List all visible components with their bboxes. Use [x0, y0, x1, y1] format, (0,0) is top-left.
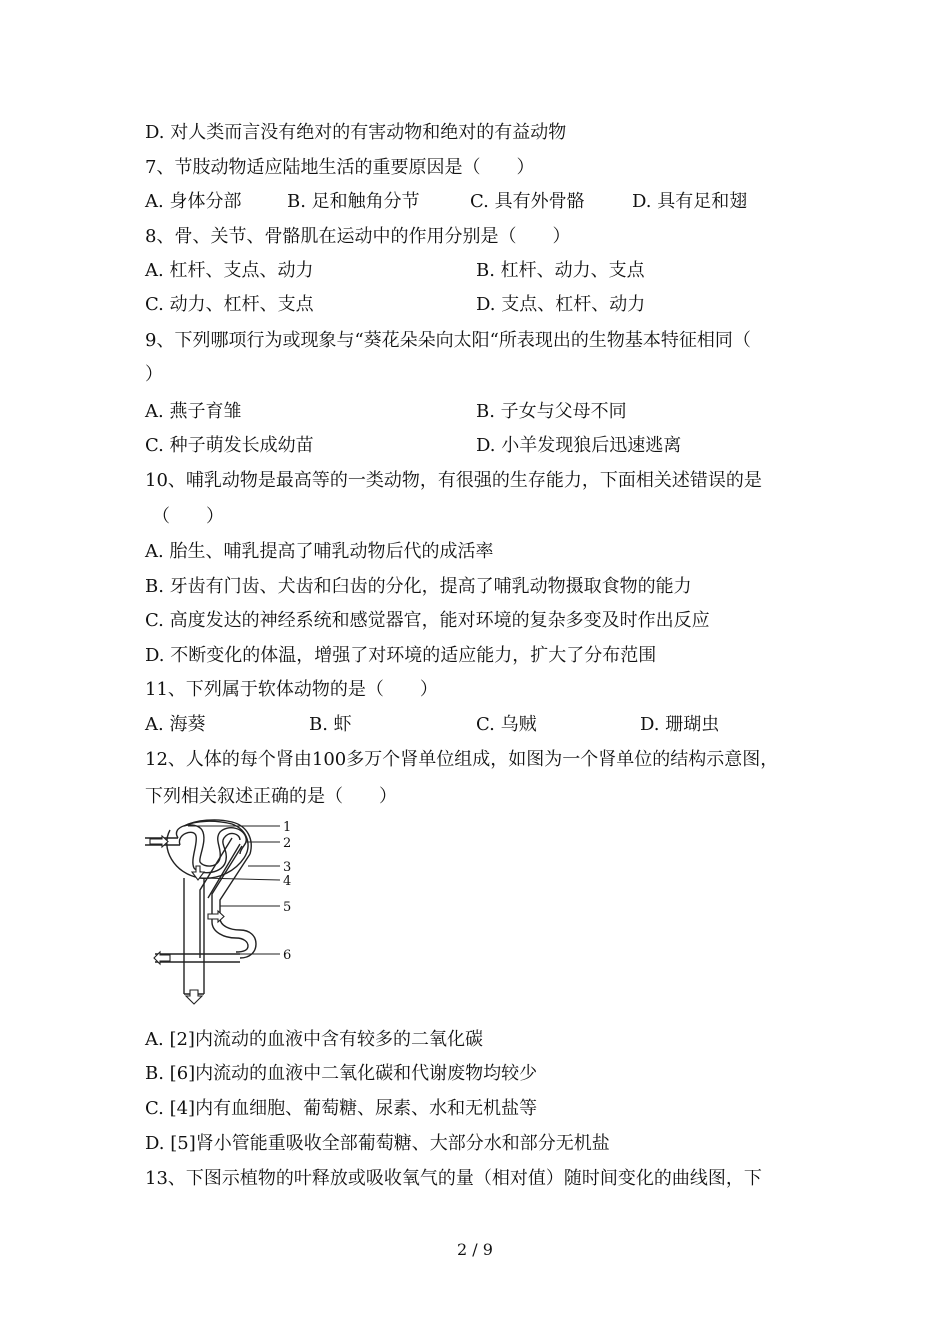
label-5: 5 [283, 900, 292, 915]
q10-stem: 10、哺乳动物是最高等的一类动物，有很强的生存能力，下面相关述错误的是 [145, 470, 762, 491]
label-2: 2 [283, 836, 292, 851]
q10-stem-cont: （ ） [152, 506, 224, 527]
q10-option-c: C. 高度发达的神经系统和感觉器官，能对环境的复杂多变及时作出反应 [145, 610, 710, 631]
q12-option-a: A. [2]内流动的血液中含有较多的二氧化碳 [145, 1029, 483, 1050]
q10-option-b: B. 牙齿有门齿、犬齿和臼齿的分化，提高了哺乳动物摄取食物的能力 [145, 576, 692, 597]
label-4: 4 [283, 874, 292, 889]
q9-stem: 9、下列哪项行为或现象与“葵花朵朵向太阳“所表现出的生物基本特征相同（ [145, 330, 751, 351]
label-6: 6 [283, 948, 292, 963]
q9-option-c: C. 种子萌发长成幼苗 [145, 435, 314, 456]
q11-option-c: C. 乌贼 [476, 714, 537, 735]
q7-option-a: A. 身体分部 [145, 191, 242, 212]
q9-option-a: A. 燕子育雏 [145, 401, 242, 422]
q11-option-a: A. 海葵 [145, 714, 206, 735]
q13-stem: 13、下图示植物的叶释放或吸收氧气的量（相对值）随时间变化的曲线图，下 [145, 1168, 762, 1189]
q8-option-c: C. 动力、杠杆、支点 [145, 294, 314, 315]
nephron-diagram [140, 818, 310, 1010]
glomerulus [176, 825, 246, 866]
label-1: 1 [283, 820, 292, 835]
q11-option-d: D. 珊瑚虫 [640, 714, 720, 735]
q12-option-c: C. [4]内有血细胞、葡萄糖、尿素、水和无机盐等 [145, 1098, 538, 1119]
q12-option-b: B. [6]内流动的血液中二氧化碳和代谢废物均较少 [145, 1063, 538, 1084]
collecting-duct [184, 878, 204, 994]
q9-option-d: D. 小羊发现狼后迅速逃离 [476, 435, 682, 456]
q7-option-d: D. 具有足和翅 [632, 191, 748, 212]
q9-option-b: B. 子女与父母不同 [476, 401, 627, 422]
q7-option-c: C. 具有外骨骼 [470, 191, 585, 212]
q10-option-d: D. 不断变化的体温，增强了对环境的适应能力，扩大了分布范围 [145, 645, 657, 666]
q6-option-d: D. 对人类而言没有绝对的有害动物和绝对的有益动物 [145, 122, 567, 143]
q12-stem-cont: 下列相关叙述正确的是（ ） [145, 786, 397, 807]
page-number: 2 / 9 [457, 1240, 493, 1259]
q7-option-b: B. 足和触角分节 [287, 191, 420, 212]
q8-option-d: D. 支点、杠杆、动力 [476, 294, 646, 315]
q9-stem-cont: ） [145, 364, 163, 385]
q11-option-b: B. 虾 [309, 714, 352, 735]
q10-option-a: A. 胎生、哺乳提高了哺乳动物后代的成活率 [145, 541, 494, 562]
q11-stem: 11、下列属于软体动物的是（ ） [145, 679, 438, 700]
q8-option-a: A. 杠杆、支点、动力 [145, 260, 314, 281]
q12-stem: 12、人体的每个肾由100多万个肾单位组成，如图为一个肾单位的结构示意图， [145, 749, 779, 770]
q12-option-d: D. [5]肾小管能重吸收全部葡萄糖、大部分水和部分无机盐 [145, 1133, 610, 1154]
label-3: 3 [283, 860, 292, 875]
q7-stem: 7、节肢动物适应陆地生活的重要原因是（ ） [145, 157, 535, 178]
q8-stem: 8、骨、关节、骨骼肌在运动中的作用分别是（ ） [145, 226, 571, 247]
q8-option-b: B. 杠杆、动力、支点 [476, 260, 645, 281]
